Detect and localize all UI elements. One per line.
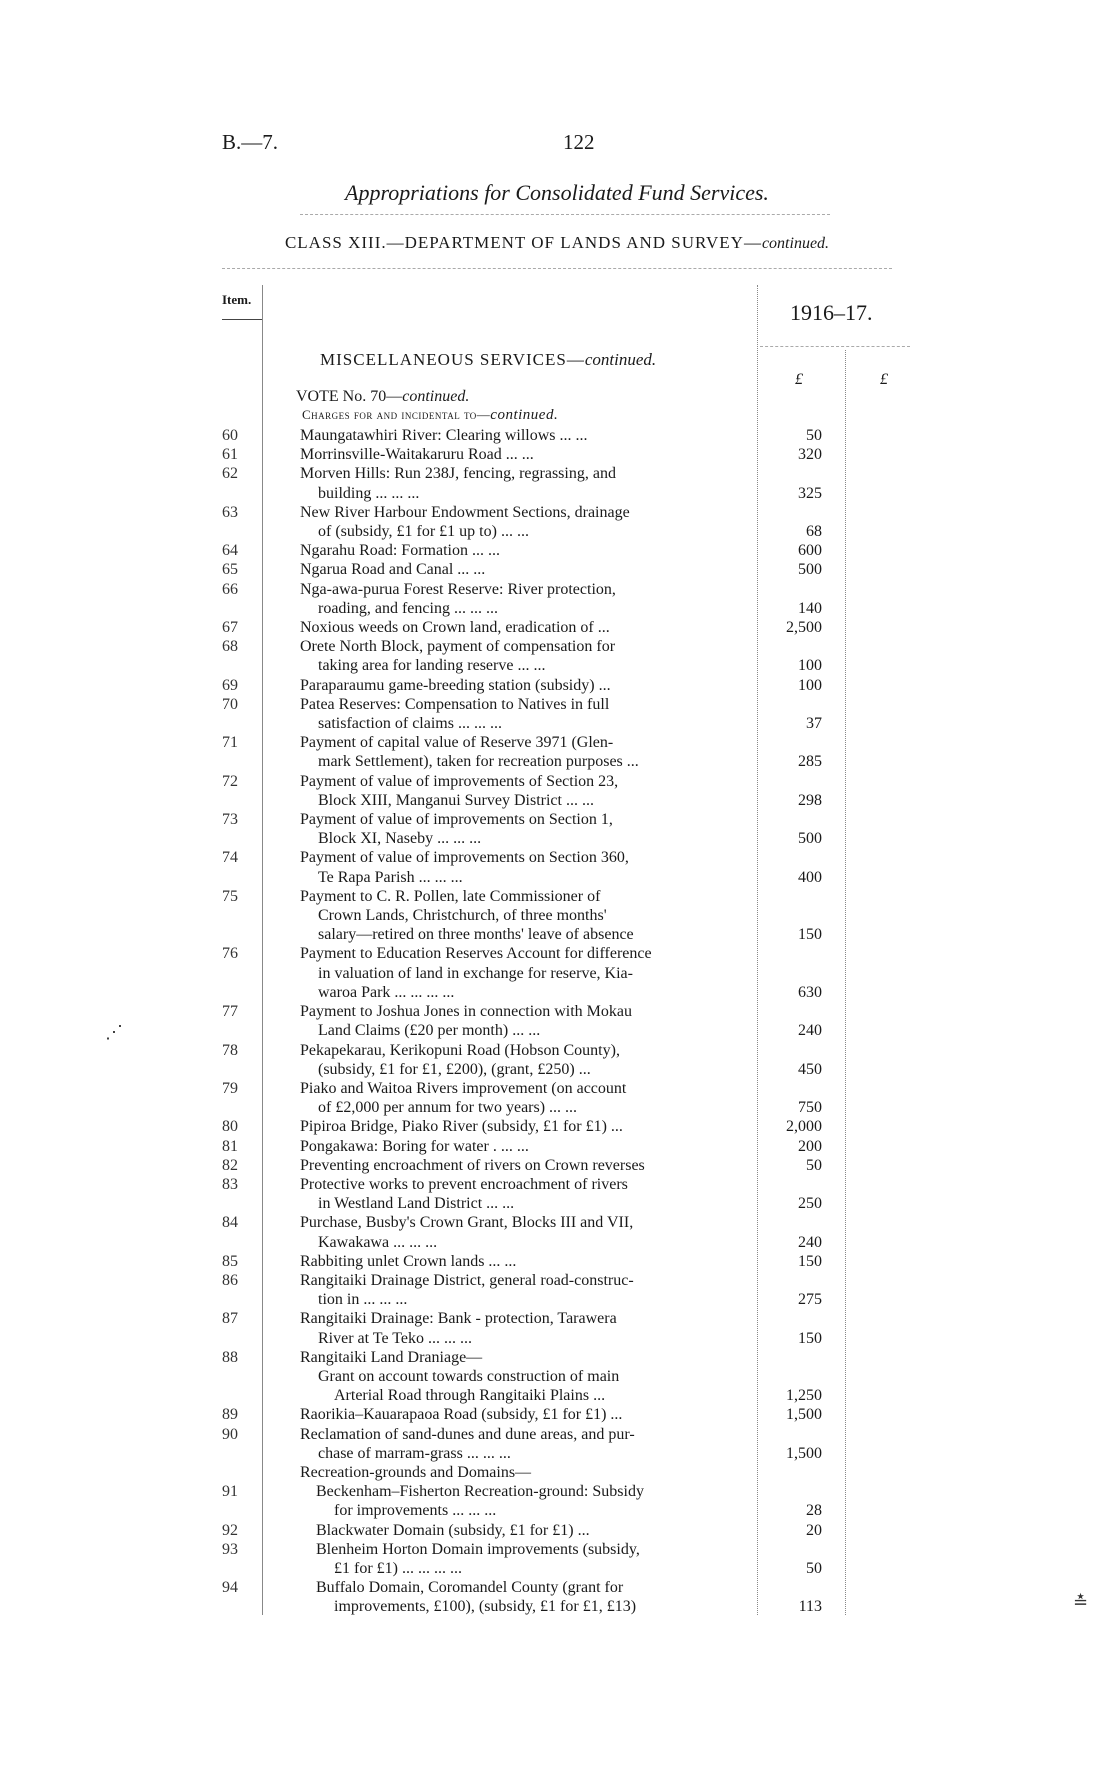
class-heading (0, 233, 1114, 253)
item-amount: 20 (806, 1521, 822, 1539)
item-amount: 150 (798, 1329, 822, 1347)
item-number: 70 (222, 695, 238, 713)
item-description (300, 1213, 750, 1251)
item-number: 87 (222, 1310, 238, 1328)
item-amount: 50 (806, 1559, 822, 1577)
item-number: 60 (222, 427, 238, 444)
item-description (300, 944, 750, 1002)
item-number: 62 (222, 465, 238, 483)
item-number: 73 (222, 811, 238, 829)
item-description-line: Blenheim Horton Domain improvements (subsidy, (316, 1540, 640, 1558)
item-amount: 50 (806, 1156, 822, 1174)
item-amount: 28 (806, 1502, 822, 1520)
item-description (300, 541, 750, 560)
item-number: 75 (222, 887, 238, 905)
item-number: 77 (222, 1003, 238, 1021)
item-amount: 150 (798, 926, 822, 944)
item-description-line: Raorikia–Kauarapaoa Road (subsidy, £1 for £1) ... (300, 1406, 623, 1424)
item-number: 84 (222, 1214, 238, 1232)
item-row (0, 1213, 1114, 1251)
item-description (300, 1271, 750, 1309)
item-amount: 500 (798, 830, 822, 848)
item-amount: 500 (798, 561, 822, 579)
item-description (300, 848, 750, 886)
item-number: 71 (222, 734, 238, 752)
item-amount: 325 (798, 484, 822, 502)
pound-symbol-1: £ (795, 371, 803, 388)
item-amount: 285 (798, 753, 822, 771)
item-number: 61 (222, 446, 238, 464)
item-description-line: Ngarahu Road: Formation ... ... (300, 542, 500, 560)
item-description-line: Rangitaiki Drainage: Bank - protection, Tarawera (300, 1310, 617, 1328)
item-number: 88 (222, 1348, 238, 1366)
item-description-line: Rangitaiki Land Draniage— (300, 1348, 483, 1366)
item-amount: 2,000 (786, 1118, 822, 1136)
item-number: 94 (222, 1579, 238, 1597)
item-description-line: chase of marram-grass ... ... ... (318, 1444, 511, 1462)
item-description (300, 810, 750, 848)
item-description-line: Protective works to prevent encroachment of rivers (300, 1175, 628, 1193)
item-number: 82 (222, 1156, 238, 1174)
item-description-line: for improvements ... ... ... (334, 1502, 497, 1520)
item-description-line: Recreation-grounds and Domains— (300, 1463, 532, 1481)
item-description (300, 1348, 750, 1406)
item-description (300, 1137, 750, 1156)
item-row (0, 1137, 1114, 1156)
item-amount: 400 (798, 868, 822, 886)
item-amount: 240 (798, 1022, 822, 1040)
charges-subheading-main: Charges for and incidental to— (302, 407, 491, 422)
item-description-line: Land Claims (£20 per month) ... ... (318, 1022, 541, 1040)
item-description-line: of (subsidy, £1 for £1 up to) ... ... (318, 523, 529, 541)
item-row (0, 810, 1114, 848)
item-description-line: Pipiroa Bridge, Piako River (subsidy, £1 for £1) ... (300, 1118, 623, 1136)
year-column-header: 1916–17. (790, 300, 873, 325)
item-description-line: Crown Lands, Christchurch, of three months' (318, 907, 607, 925)
item-amount: 275 (798, 1291, 822, 1309)
item-description-line: Morven Hills: Run 238J, fencing, regrassing, and (300, 465, 616, 483)
item-number: 69 (222, 676, 238, 694)
item-description-line: Te Rapa Parish ... ... ... (318, 868, 463, 886)
item-row (0, 676, 1114, 695)
item-amount: 1,250 (786, 1387, 822, 1405)
item-description (300, 772, 750, 810)
item-number: 79 (222, 1079, 238, 1097)
item-description (300, 464, 750, 502)
item-amount: 630 (798, 983, 822, 1001)
item-row (0, 695, 1114, 733)
item-description (300, 1405, 750, 1424)
item-row (0, 1540, 1114, 1578)
item-amount: 200 (798, 1137, 822, 1155)
item-description-line: Patea Reserves: Compensation to Natives in full (300, 695, 610, 713)
item-number: 65 (222, 561, 238, 579)
item-row (0, 1463, 1114, 1482)
item-description-line: Rabbiting unlet Crown lands ... ... (300, 1252, 517, 1270)
item-description-line: £1 for £1) ... ... ... ... (334, 1559, 462, 1577)
item-row (0, 772, 1114, 810)
item-row (0, 1425, 1114, 1463)
item-description-line: Payment of value of improvements on Section 1, (300, 811, 613, 829)
item-amount: 50 (806, 427, 822, 444)
item-amount: 100 (798, 657, 822, 675)
item-description-line: Orete North Block, payment of compensation for (300, 638, 616, 656)
item-number: 74 (222, 849, 238, 867)
vote-heading (296, 388, 469, 406)
item-amount: 37 (806, 715, 822, 733)
item-description-line: Paraparaumu game-breeding station (subsidy) ... (300, 676, 611, 694)
item-description-line: in valuation of land in exchange for reserve, Kia- (318, 964, 633, 982)
item-number: 91 (222, 1483, 238, 1501)
item-description (300, 503, 750, 541)
item-amount: 600 (798, 542, 822, 560)
item-description-line: Payment of value of improvements on Section 360, (300, 849, 629, 867)
item-amount: 1,500 (786, 1444, 822, 1462)
item-row (0, 541, 1114, 560)
item-description (300, 1079, 750, 1117)
document-reference: B.—7. (222, 130, 279, 154)
item-number: 78 (222, 1041, 238, 1059)
item-row (0, 1405, 1114, 1424)
item-description-line: in Westland Land District ... ... (318, 1195, 515, 1213)
item-number: 90 (222, 1425, 238, 1443)
item-description (300, 560, 750, 579)
item-description-line: Blackwater Domain (subsidy, £1 for £1) ... (316, 1521, 590, 1539)
item-description (300, 1540, 750, 1578)
pound-symbol-2: £ (880, 371, 888, 388)
title-rule (300, 214, 830, 215)
item-description (300, 1578, 750, 1616)
item-row (0, 445, 1114, 464)
item-description-line: roading, and fencing ... ... ... (318, 599, 498, 617)
item-description-line: Buffalo Domain, Coromandel County (grant for (316, 1579, 624, 1597)
item-description (300, 580, 750, 618)
item-row (0, 1309, 1114, 1347)
item-number: 76 (222, 945, 238, 963)
item-description-line: Block XIII, Manganui Survey District ... ... (318, 791, 594, 809)
item-description (300, 1482, 750, 1520)
charges-subheading (302, 407, 558, 424)
item-description-line: New River Harbour Endowment Sections, drainage (300, 503, 630, 521)
item-number: 86 (222, 1271, 238, 1289)
item-number: 72 (222, 772, 238, 790)
item-description-line: Block XI, Naseby ... ... ... (318, 830, 482, 848)
item-description (300, 1252, 750, 1271)
item-row (0, 887, 1114, 945)
item-description-line: Morrinsville-Waitakaruru Road ... ... (300, 446, 534, 464)
item-description (300, 1041, 750, 1079)
section-heading (320, 350, 656, 370)
item-description-line: Payment to C. R. Pollen, late Commissioner of (300, 887, 601, 905)
item-amount: 140 (798, 599, 822, 617)
year-rule (760, 346, 910, 347)
item-number: 81 (222, 1137, 238, 1155)
section-heading-cont: continued. (584, 350, 657, 369)
item-column-header: Item. (222, 292, 252, 307)
item-description-line: Payment of value of improvements of Section 23, (300, 772, 619, 790)
item-description-line: River at Te Teko ... ... ... (318, 1329, 473, 1347)
item-amount: 2,500 (786, 619, 822, 637)
item-description-line: Payment to Education Reserves Account for difference (300, 945, 652, 963)
item-description-line: Payment of capital value of Reserve 3971 (Glen- (300, 734, 614, 752)
item-row (0, 944, 1114, 1002)
vote-heading-cont: continued. (402, 388, 470, 405)
item-description-line: Payment to Joshua Jones in connection with Mokau (300, 1003, 632, 1021)
charges-subheading-cont: continued. (490, 407, 559, 423)
item-number: 85 (222, 1252, 238, 1270)
item-description-line: Pekapekarau, Kerikopuni Road (Hobson County), (300, 1041, 620, 1059)
item-description-line: mark Settlement), taken for recreation purposes ... (318, 753, 639, 771)
item-amount: 450 (798, 1060, 822, 1078)
item-row (0, 1521, 1114, 1540)
item-number: 93 (222, 1540, 238, 1558)
item-description (300, 1521, 750, 1540)
item-row (0, 1252, 1114, 1271)
item-number: 66 (222, 580, 238, 598)
item-description (300, 1002, 750, 1040)
item-description-line: Rangitaiki Drainage District, general road-construc- (300, 1271, 634, 1289)
item-description-line: tion in ... ... ... (318, 1291, 408, 1309)
item-description-line: Reclamation of sand-dunes and dune areas, and pur- (300, 1425, 635, 1443)
item-description (300, 618, 750, 637)
item-row (0, 1578, 1114, 1616)
item-row (0, 618, 1114, 637)
item-row (0, 560, 1114, 579)
scan-mark-right: ≛ (1073, 1592, 1089, 1612)
item-description (300, 1117, 750, 1136)
item-description-line: Ngarua Road and Canal ... ... (300, 561, 486, 579)
item-number: 83 (222, 1175, 238, 1193)
item-row (0, 1117, 1114, 1136)
item-description-line: Arterial Road through Rangitaiki Plains ... (334, 1387, 606, 1405)
vote-heading-main: VOTE No. 70— (296, 388, 403, 405)
item-amount: 298 (798, 791, 822, 809)
item-description-line: (subsidy, £1 for £1, £200), (grant, £250) ... (318, 1060, 591, 1078)
item-row (0, 848, 1114, 886)
scan-mark-left: ⋰ (105, 1022, 123, 1042)
item-description (300, 887, 750, 945)
item-amount: 240 (798, 1233, 822, 1251)
item-header-rule (222, 319, 262, 320)
item-amount: 68 (806, 523, 822, 541)
item-amount: 100 (798, 676, 822, 694)
item-row (0, 1041, 1114, 1079)
page-title: Appropriations for Consolidated Fund Services. (345, 180, 769, 205)
page-number: 122 (563, 130, 595, 154)
item-number: 80 (222, 1118, 238, 1136)
item-row (0, 1002, 1114, 1040)
item-description-line: satisfaction of claims ... ... ... (318, 715, 502, 733)
item-amount: 320 (798, 446, 822, 464)
item-description (300, 676, 750, 695)
item-number: 64 (222, 542, 238, 560)
item-row (0, 637, 1114, 675)
item-description (300, 637, 750, 675)
item-row (0, 426, 1114, 445)
item-amount: 250 (798, 1195, 822, 1213)
item-row (0, 1175, 1114, 1213)
item-description-line: Noxious weeds on Crown land, eradication of ... (300, 619, 610, 637)
item-description-line: Maungatawhiri River: Clearing willows ... ... (300, 427, 588, 444)
item-amount: 1,500 (786, 1406, 822, 1424)
item-row (0, 1271, 1114, 1309)
class-heading-cont: continued. (761, 235, 830, 252)
item-description-line: of £2,000 per annum for two years) ... ... (318, 1099, 578, 1117)
item-description (300, 695, 750, 733)
item-description (300, 1175, 750, 1213)
item-description (300, 733, 750, 771)
item-description (300, 1463, 750, 1482)
item-row (0, 1079, 1114, 1117)
item-number: 63 (222, 503, 238, 521)
item-description (300, 1156, 750, 1175)
item-description-line: Beckenham–Fisherton Recreation-ground: Subsidy (316, 1483, 644, 1501)
item-description (300, 1309, 750, 1347)
item-row (0, 1348, 1114, 1406)
item-description-line: waroa Park ... ... ... ... (318, 983, 455, 1001)
item-description-line: Purchase, Busby's Crown Grant, Blocks III and VII, (300, 1214, 634, 1232)
item-amount: 150 (798, 1252, 822, 1270)
class-heading-main: CLASS XIII.—DEPARTMENT OF LANDS AND SURVEY— (284, 233, 762, 252)
item-description (300, 445, 750, 464)
item-description-line: Piako and Waitoa Rivers improvement (on account (300, 1079, 627, 1097)
item-description (300, 426, 750, 445)
item-description-line: taking area for landing reserve ... ... (318, 657, 546, 675)
item-description-line: salary—retired on three months' leave of absence (318, 926, 634, 944)
item-description-line: building ... ... ... (318, 484, 420, 502)
appropriation-items (0, 426, 1114, 1617)
class-rule (222, 268, 892, 269)
item-row (0, 1482, 1114, 1520)
item-amount: 750 (798, 1099, 822, 1117)
item-description-line: Preventing encroachment of rivers on Crown reverses (300, 1156, 645, 1174)
item-number: 89 (222, 1406, 238, 1424)
section-heading-main: MISCELLANEOUS SERVICES— (320, 350, 585, 369)
item-row (0, 464, 1114, 502)
item-number: 68 (222, 638, 238, 656)
item-description-line: Nga-awa-purua Forest Reserve: River protection, (300, 580, 616, 598)
item-row (0, 503, 1114, 541)
item-row (0, 733, 1114, 771)
item-description-line: Grant on account towards construction of main (318, 1367, 620, 1385)
item-row (0, 1156, 1114, 1175)
item-number: 92 (222, 1521, 238, 1539)
item-number: 67 (222, 619, 238, 637)
item-description (300, 1425, 750, 1463)
item-description-line: Pongakawa: Boring for water . ... ... (300, 1137, 529, 1155)
item-amount: 113 (798, 1598, 822, 1616)
item-row (0, 580, 1114, 618)
item-description-line: Kawakawa ... ... ... (318, 1233, 438, 1251)
item-description-line: improvements, £100), (subsidy, £1 for £1, £13) (334, 1598, 637, 1616)
